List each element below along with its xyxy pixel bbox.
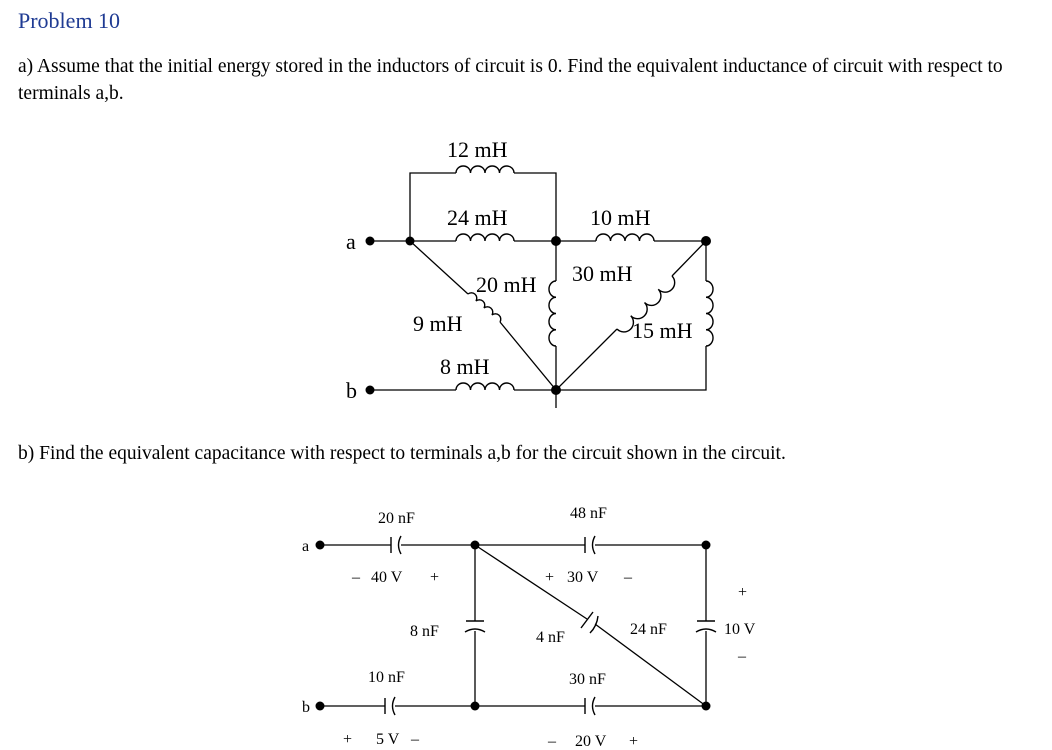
problem-title: Problem 10 bbox=[18, 8, 121, 33]
terminal-b-label: b bbox=[302, 699, 310, 716]
inductor-30mh-label: 30 mH bbox=[572, 261, 633, 286]
polarity-minus: – bbox=[411, 731, 419, 748]
polarity-plus: + bbox=[343, 731, 353, 748]
capacitor-20nf bbox=[391, 536, 401, 554]
capacitor-24nf-label: 24 nF bbox=[630, 621, 667, 638]
capacitor-10nf-label: 10 nF bbox=[368, 669, 405, 686]
polarity-plus: + bbox=[738, 584, 748, 601]
inductor-15mh-label: 15 mH bbox=[632, 318, 693, 343]
polarity-plus: + bbox=[545, 569, 555, 586]
junction-dot bbox=[702, 702, 711, 711]
terminal-a-label: a bbox=[302, 538, 310, 555]
part-b-question: b) Find the equivalent capacitance with respect to terminals a,b for the circuit shown in the circuit. bbox=[18, 443, 786, 464]
junction-dot bbox=[471, 541, 480, 550]
inductor-8mh-label: 8 mH bbox=[440, 354, 490, 379]
terminal-b-node bbox=[316, 702, 325, 711]
voltage-40v-label: 40 V bbox=[371, 569, 403, 586]
polarity-plus: + bbox=[629, 733, 639, 750]
polarity-plus: + bbox=[430, 569, 440, 586]
capacitor-30nf bbox=[585, 697, 595, 715]
junction-dot bbox=[471, 702, 480, 711]
inductor-20mh-label: 20 mH bbox=[476, 272, 537, 297]
capacitor-30nf-label: 30 nF bbox=[569, 671, 606, 688]
capacitor-4nf-label: 4 nF bbox=[536, 629, 565, 646]
polarity-minus: – bbox=[352, 569, 360, 586]
inductor-10mh-label: 10 mH bbox=[590, 205, 651, 230]
terminal-a-label: a bbox=[346, 229, 356, 254]
capacitor-8nf-label: 8 nF bbox=[410, 623, 439, 640]
junction-dot bbox=[702, 541, 711, 550]
polarity-minus: – bbox=[548, 733, 556, 750]
part-a-question: a) Assume that the initial energy stored in the inductors of circuit is 0. Find the equivalent inductance of circuit with respect to terminals a,b. bbox=[18, 56, 1003, 104]
capacitor-48nf bbox=[585, 536, 595, 554]
capacitor-48nf-label: 48 nF bbox=[570, 505, 607, 522]
terminal-b-label: b bbox=[346, 378, 357, 403]
terminal-a-node bbox=[316, 541, 325, 550]
capacitor-10nf bbox=[385, 697, 395, 715]
voltage-30v-label: 30 V bbox=[567, 569, 599, 586]
capacitor-20nf-label: 20 nF bbox=[378, 510, 415, 527]
voltage-20v-label: 20 V bbox=[575, 733, 607, 750]
polarity-minus: – bbox=[624, 569, 632, 586]
voltage-5v-label: 5 V bbox=[376, 731, 400, 748]
inductor-24mh-label: 24 mH bbox=[447, 205, 508, 230]
capacitor-4nf bbox=[581, 612, 598, 633]
capacitor-8nf bbox=[465, 621, 485, 632]
inductor-9mh-label: 9 mH bbox=[413, 311, 463, 336]
inductor-12mh-label: 12 mH bbox=[447, 137, 508, 162]
polarity-minus: – bbox=[738, 648, 746, 665]
capacitor-24nf bbox=[696, 621, 716, 632]
voltage-10v-label: 10 V bbox=[724, 621, 756, 638]
